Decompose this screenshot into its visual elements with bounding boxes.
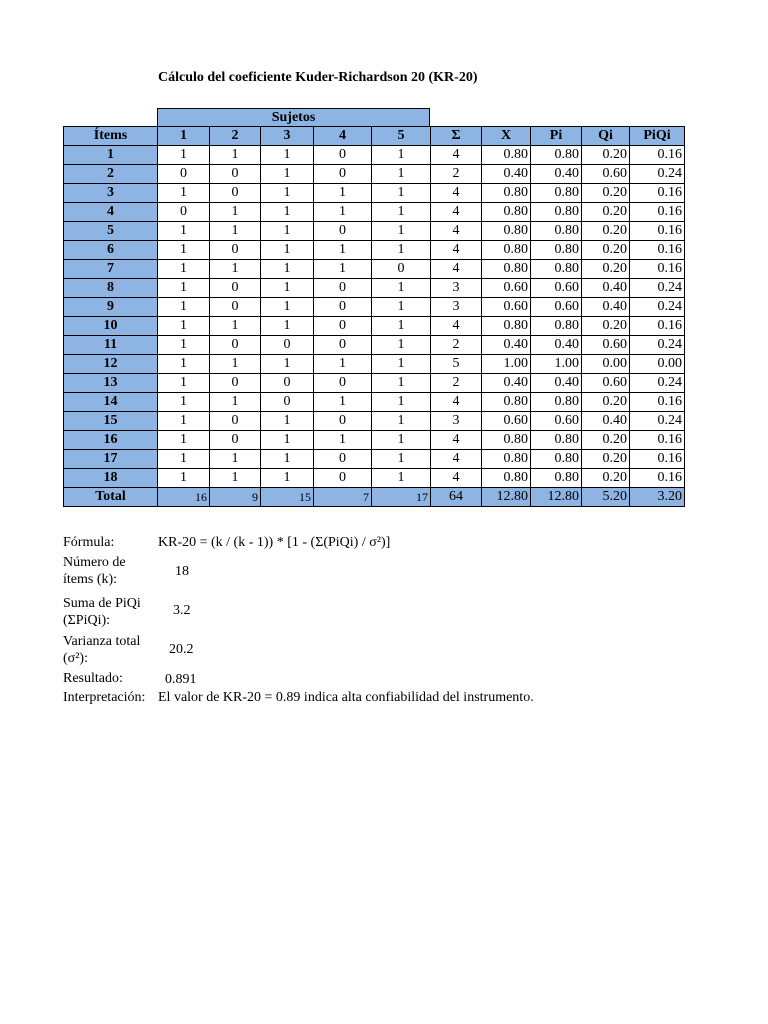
cell-sigma: 4 (431, 241, 482, 260)
cell-subject-5: 1 (372, 317, 431, 336)
cell-subject-3: 1 (261, 450, 314, 469)
cell-x: 0.80 (482, 260, 531, 279)
table-row (64, 203, 685, 222)
cell-sigma: 4 (431, 317, 482, 336)
cell-piqi: 0.16 (630, 222, 685, 241)
cell-qi: 0.20 (582, 203, 630, 222)
cell-subject-4: 1 (314, 241, 372, 260)
cell-pi: 0.80 (531, 222, 582, 241)
cell-qi: 0.20 (582, 222, 630, 241)
table-row (64, 317, 685, 336)
cell-subject-5: 0 (372, 260, 431, 279)
cell-piqi: 0.24 (630, 165, 685, 184)
cell-subject-3: 1 (261, 412, 314, 431)
cell-pi: 1.00 (531, 355, 582, 374)
header-subject-5: 5 (372, 127, 431, 146)
cell-subject-5: 1 (372, 431, 431, 450)
cell-subject-4: 0 (314, 412, 372, 431)
cell-item: 11 (64, 336, 158, 355)
cell-subject-4: 0 (314, 222, 372, 241)
cell-subject-4: 0 (314, 317, 372, 336)
cell-qi: 0.00 (582, 355, 630, 374)
interpretation-value: El valor de KR-20 = 0.89 indica alta confiabilidad del instrumento. (158, 690, 534, 705)
cell-subject-4: 0 (314, 298, 372, 317)
page-title: Cálculo del coeficiente Kuder-Richardson 20 (KR-20) (158, 70, 478, 85)
cell-subject-1: 1 (158, 431, 210, 450)
cell-sigma: 3 (431, 279, 482, 298)
cell-pi: 0.80 (531, 203, 582, 222)
cell-subject-4: 1 (314, 431, 372, 450)
cell-pi: 0.80 (531, 393, 582, 412)
cell-pi: 0.40 (531, 165, 582, 184)
cell-x: 0.60 (482, 298, 531, 317)
cell-item: 15 (64, 412, 158, 431)
cell-x: 0.80 (482, 469, 531, 488)
table-total-row (64, 488, 685, 507)
cell-x: 0.60 (482, 412, 531, 431)
table-row (64, 279, 685, 298)
cell-subject-1: 1 (158, 279, 210, 298)
cell-subject-3: 1 (261, 317, 314, 336)
cell-x: 0.80 (482, 184, 531, 203)
cell-subject-1: 1 (158, 317, 210, 336)
cell-pi: 0.60 (531, 279, 582, 298)
cell-subject-4: 0 (314, 450, 372, 469)
cell-piqi: 0.24 (630, 336, 685, 355)
cell-subject-3: 1 (261, 355, 314, 374)
cell-subject-1: 1 (158, 393, 210, 412)
cell-subject-5: 1 (372, 374, 431, 393)
cell-pi: 0.40 (531, 374, 582, 393)
cell-subject-2: 0 (210, 298, 261, 317)
cell-pi: 0.80 (531, 146, 582, 165)
cell-item: 2 (64, 165, 158, 184)
table-row (64, 260, 685, 279)
cell-sigma: 4 (431, 260, 482, 279)
k-label: Número de ítems (k): (63, 555, 126, 587)
cell-pi: 0.80 (531, 184, 582, 203)
cell-x: 0.40 (482, 165, 531, 184)
total-piqi: 3.20 (630, 488, 685, 507)
cell-subject-4: 1 (314, 203, 372, 222)
cell-subject-2: 1 (210, 222, 261, 241)
cell-subject-2: 0 (210, 184, 261, 203)
sum-value: 3.2 (173, 603, 191, 618)
cell-subject-5: 1 (372, 469, 431, 488)
sujetos-group-header: Sujetos (157, 108, 430, 126)
total-sigma: 64 (431, 488, 482, 507)
header-subject-2: 2 (210, 127, 261, 146)
cell-x: 0.80 (482, 450, 531, 469)
cell-subject-2: 0 (210, 431, 261, 450)
table-row (64, 241, 685, 260)
cell-piqi: 0.16 (630, 431, 685, 450)
cell-piqi: 0.16 (630, 203, 685, 222)
table-row (64, 146, 685, 165)
table-row (64, 469, 685, 488)
cell-sigma: 4 (431, 450, 482, 469)
total-subject-2: 9 (210, 488, 261, 507)
cell-subject-3: 1 (261, 146, 314, 165)
cell-qi: 0.20 (582, 260, 630, 279)
cell-subject-2: 1 (210, 317, 261, 336)
cell-subject-1: 1 (158, 374, 210, 393)
cell-sigma: 4 (431, 393, 482, 412)
header-x: X (482, 127, 531, 146)
cell-subject-5: 1 (372, 298, 431, 317)
cell-piqi: 0.16 (630, 317, 685, 336)
cell-subject-2: 0 (210, 412, 261, 431)
cell-subject-4: 0 (314, 374, 372, 393)
cell-qi: 0.60 (582, 336, 630, 355)
cell-subject-3: 1 (261, 184, 314, 203)
cell-qi: 0.20 (582, 317, 630, 336)
table-row (64, 355, 685, 374)
cell-subject-3: 1 (261, 222, 314, 241)
cell-subject-1: 1 (158, 469, 210, 488)
cell-item: 7 (64, 260, 158, 279)
cell-item: 5 (64, 222, 158, 241)
cell-x: 0.80 (482, 203, 531, 222)
cell-subject-3: 1 (261, 279, 314, 298)
cell-subject-1: 0 (158, 165, 210, 184)
cell-subject-2: 1 (210, 146, 261, 165)
kr20-table (63, 126, 685, 507)
cell-pi: 0.60 (531, 412, 582, 431)
header-subject-3: 3 (261, 127, 314, 146)
cell-qi: 0.20 (582, 146, 630, 165)
cell-x: 0.60 (482, 279, 531, 298)
cell-sigma: 2 (431, 336, 482, 355)
cell-item: 17 (64, 450, 158, 469)
cell-item: 6 (64, 241, 158, 260)
cell-x: 0.80 (482, 317, 531, 336)
cell-subject-4: 0 (314, 146, 372, 165)
cell-subject-1: 1 (158, 241, 210, 260)
cell-subject-5: 1 (372, 412, 431, 431)
table-row (64, 184, 685, 203)
total-subject-1: 16 (158, 488, 210, 507)
cell-pi: 0.80 (531, 469, 582, 488)
header-items: Ítems (64, 127, 158, 146)
cell-subject-4: 0 (314, 336, 372, 355)
cell-subject-3: 1 (261, 431, 314, 450)
cell-subject-4: 1 (314, 184, 372, 203)
table-row (64, 165, 685, 184)
cell-x: 0.80 (482, 146, 531, 165)
cell-subject-1: 0 (158, 203, 210, 222)
cell-qi: 0.20 (582, 393, 630, 412)
cell-x: 0.80 (482, 431, 531, 450)
k-value: 18 (175, 564, 189, 579)
cell-pi: 0.60 (531, 298, 582, 317)
cell-subject-3: 1 (261, 260, 314, 279)
cell-sigma: 4 (431, 431, 482, 450)
cell-subject-2: 1 (210, 450, 261, 469)
cell-subject-5: 1 (372, 165, 431, 184)
cell-x: 0.80 (482, 393, 531, 412)
cell-subject-2: 1 (210, 260, 261, 279)
cell-subject-4: 0 (314, 165, 372, 184)
table-header-row (64, 127, 685, 146)
result-label: Resultado: (63, 671, 123, 686)
total-subject-4: 7 (314, 488, 372, 507)
cell-subject-2: 1 (210, 203, 261, 222)
cell-subject-5: 1 (372, 146, 431, 165)
cell-piqi: 0.24 (630, 374, 685, 393)
cell-x: 0.40 (482, 336, 531, 355)
cell-item: 14 (64, 393, 158, 412)
total-x: 12.80 (482, 488, 531, 507)
cell-x: 0.80 (482, 241, 531, 260)
cell-sigma: 3 (431, 412, 482, 431)
cell-subject-5: 1 (372, 241, 431, 260)
cell-qi: 0.20 (582, 241, 630, 260)
cell-subject-2: 1 (210, 355, 261, 374)
cell-pi: 0.80 (531, 450, 582, 469)
cell-piqi: 0.24 (630, 279, 685, 298)
cell-x: 0.40 (482, 374, 531, 393)
cell-subject-2: 1 (210, 393, 261, 412)
cell-piqi: 0.24 (630, 298, 685, 317)
cell-item: 9 (64, 298, 158, 317)
cell-sigma: 4 (431, 469, 482, 488)
cell-subject-2: 0 (210, 165, 261, 184)
cell-subject-3: 1 (261, 469, 314, 488)
variance-label: Varianza total (σ²): (63, 634, 141, 666)
result-value: 0.891 (165, 672, 197, 687)
cell-subject-5: 1 (372, 184, 431, 203)
cell-qi: 0.60 (582, 165, 630, 184)
formula-value: KR-20 = (k / (k - 1)) * [1 - (Σ(PiQi) / σ²)] (158, 535, 391, 550)
cell-piqi: 0.16 (630, 393, 685, 412)
cell-sigma: 3 (431, 298, 482, 317)
table-row (64, 298, 685, 317)
total-pi: 12.80 (531, 488, 582, 507)
cell-subject-1: 1 (158, 222, 210, 241)
cell-sigma: 4 (431, 146, 482, 165)
cell-subject-1: 1 (158, 336, 210, 355)
cell-subject-3: 0 (261, 374, 314, 393)
cell-subject-4: 1 (314, 355, 372, 374)
cell-qi: 0.40 (582, 412, 630, 431)
cell-subject-1: 1 (158, 355, 210, 374)
cell-x: 1.00 (482, 355, 531, 374)
cell-sigma: 2 (431, 374, 482, 393)
cell-pi: 0.80 (531, 260, 582, 279)
sum-label: Suma de PiQi (ΣPiQi): (63, 596, 141, 628)
table-row (64, 412, 685, 431)
cell-pi: 0.40 (531, 336, 582, 355)
header-pi: Pi (531, 127, 582, 146)
total-qi: 5.20 (582, 488, 630, 507)
total-item: Total (64, 488, 158, 507)
table-row (64, 222, 685, 241)
cell-subject-4: 0 (314, 469, 372, 488)
cell-item: 16 (64, 431, 158, 450)
cell-item: 12 (64, 355, 158, 374)
cell-sigma: 4 (431, 203, 482, 222)
cell-subject-2: 0 (210, 241, 261, 260)
cell-subject-5: 1 (372, 336, 431, 355)
cell-sigma: 2 (431, 165, 482, 184)
cell-item: 1 (64, 146, 158, 165)
cell-piqi: 0.16 (630, 241, 685, 260)
cell-sigma: 5 (431, 355, 482, 374)
header-piqi: PiQi (630, 127, 685, 146)
cell-subject-3: 0 (261, 336, 314, 355)
cell-piqi: 0.16 (630, 260, 685, 279)
cell-subject-2: 1 (210, 469, 261, 488)
cell-subject-5: 1 (372, 203, 431, 222)
interpretation-label: Interpretación: (63, 690, 146, 705)
cell-subject-5: 1 (372, 450, 431, 469)
cell-piqi: 0.16 (630, 450, 685, 469)
cell-pi: 0.80 (531, 431, 582, 450)
table-row (64, 336, 685, 355)
cell-subject-3: 1 (261, 165, 314, 184)
cell-piqi: 0.16 (630, 184, 685, 203)
cell-pi: 0.80 (531, 241, 582, 260)
cell-sigma: 4 (431, 222, 482, 241)
cell-subject-5: 1 (372, 279, 431, 298)
header-qi: Qi (582, 127, 630, 146)
cell-subject-5: 1 (372, 222, 431, 241)
cell-subject-2: 0 (210, 336, 261, 355)
variance-value: 20.2 (169, 642, 194, 657)
cell-x: 0.80 (482, 222, 531, 241)
cell-item: 8 (64, 279, 158, 298)
total-subject-5: 17 (372, 488, 431, 507)
cell-subject-1: 1 (158, 184, 210, 203)
cell-subject-3: 1 (261, 203, 314, 222)
cell-piqi: 0.24 (630, 412, 685, 431)
cell-item: 13 (64, 374, 158, 393)
table-row (64, 393, 685, 412)
cell-item: 3 (64, 184, 158, 203)
total-subject-3: 15 (261, 488, 314, 507)
cell-qi: 0.40 (582, 298, 630, 317)
cell-qi: 0.40 (582, 279, 630, 298)
cell-qi: 0.20 (582, 184, 630, 203)
cell-subject-1: 1 (158, 260, 210, 279)
cell-subject-4: 0 (314, 279, 372, 298)
cell-piqi: 0.00 (630, 355, 685, 374)
cell-subject-5: 1 (372, 393, 431, 412)
cell-item: 18 (64, 469, 158, 488)
cell-subject-3: 1 (261, 241, 314, 260)
cell-qi: 0.20 (582, 469, 630, 488)
cell-piqi: 0.16 (630, 146, 685, 165)
cell-subject-1: 1 (158, 298, 210, 317)
cell-sigma: 4 (431, 184, 482, 203)
cell-subject-2: 0 (210, 374, 261, 393)
cell-subject-1: 1 (158, 146, 210, 165)
header-subject-1: 1 (158, 127, 210, 146)
table-row (64, 450, 685, 469)
cell-subject-4: 1 (314, 260, 372, 279)
cell-subject-5: 1 (372, 355, 431, 374)
cell-qi: 0.20 (582, 431, 630, 450)
table-row (64, 431, 685, 450)
cell-qi: 0.60 (582, 374, 630, 393)
header-subject-4: 4 (314, 127, 372, 146)
cell-subject-1: 1 (158, 450, 210, 469)
cell-subject-1: 1 (158, 412, 210, 431)
header-sigma: Σ (431, 127, 482, 146)
cell-subject-3: 0 (261, 393, 314, 412)
formula-label: Fórmula: (63, 535, 115, 550)
cell-pi: 0.80 (531, 317, 582, 336)
table-row (64, 374, 685, 393)
cell-piqi: 0.16 (630, 469, 685, 488)
cell-qi: 0.20 (582, 450, 630, 469)
cell-subject-3: 1 (261, 298, 314, 317)
cell-item: 4 (64, 203, 158, 222)
cell-subject-2: 0 (210, 279, 261, 298)
cell-item: 10 (64, 317, 158, 336)
cell-subject-4: 1 (314, 393, 372, 412)
